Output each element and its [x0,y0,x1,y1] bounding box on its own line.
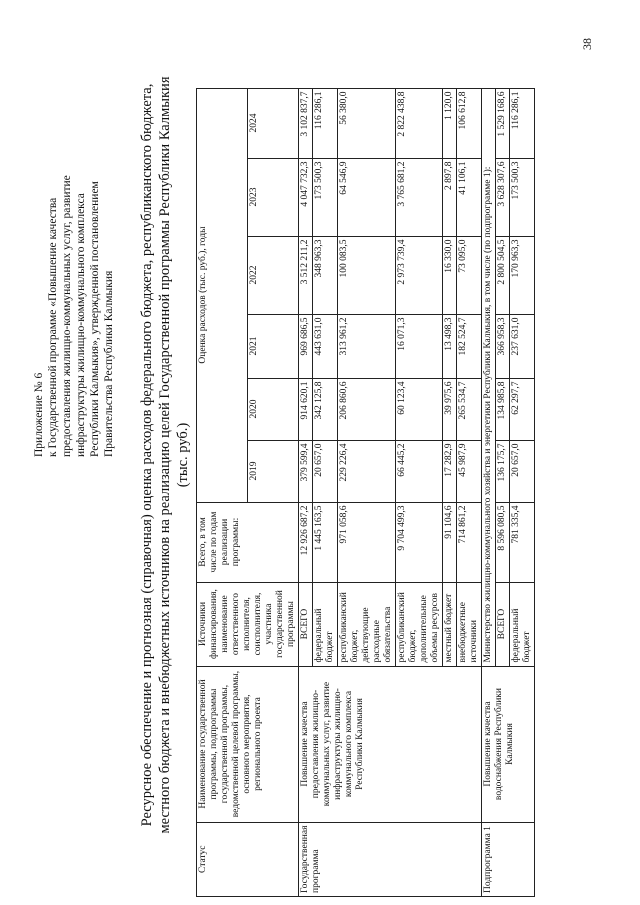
value-cell: 20 657,0 [510,440,535,502]
header-row [197,88,248,896]
value-cell: 16 330,0 [443,236,457,314]
value-cell: 3 512 211,2 [299,236,313,314]
value-cell: 116 286,1 [510,88,535,158]
value-cell: 182 524,7 [457,314,482,378]
value-cell: 60 123,4 [396,378,443,440]
appendix-line: предоставления жилищно-коммунальных услуг, развитие [61,175,73,457]
value-cell: 170 963,3 [510,236,535,314]
value-cell: 173 500,3 [313,158,338,236]
value-cell: 229 226,4 [338,440,396,502]
value-cell: 265 534,7 [457,378,482,440]
value-cell: 66 445,2 [396,440,443,502]
value-cell: 64 546,9 [338,158,396,236]
page-number: 38 [580,38,594,50]
source-cell: республиканский бюджет, дополнительные объемы ресурсов [396,582,443,666]
header-year: 2024 [248,88,299,158]
header-year: 2019 [248,440,299,502]
value-cell: 13 498,3 [443,314,457,378]
total-cell: 971 058,6 [338,502,396,582]
program-status: Государственная программа [299,822,482,896]
value-cell: 443 631,0 [313,314,338,378]
value-cell: 45 987,9 [457,440,482,502]
value-cell: 366 958,3 [496,314,510,378]
value-cell: 2 973 739,4 [396,236,443,314]
source-cell: республиканский бюджет, действующие расходные обязательства [338,582,396,666]
value-cell: 100 083,5 [338,236,396,314]
value-cell: 313 961,2 [338,314,396,378]
header-estimate: Оценка расходов (тыс. руб.), годы [197,88,248,502]
value-cell: 106 612,8 [457,88,482,158]
value-cell: 3 765 681,2 [396,158,443,236]
value-cell: 62 297,7 [510,378,535,440]
appendix-block [32,17,116,457]
header-total: Всего, в том числе по годам реализации программы: [197,502,299,582]
value-cell: 17 282,9 [443,440,457,502]
value-cell: 379 599,4 [299,440,313,502]
total-cell: 8 596 080,5 [496,502,510,582]
appendix-line: Республики Калмыкия», утвержденной постановлением [89,181,101,457]
value-cell: 2 822 438,8 [396,88,443,158]
table-row [482,88,496,896]
header-year: 2021 [248,314,299,378]
appendix-line: к Государственной программе «Повышение качества [47,197,59,457]
header-sources: Источники финансирования, наименование ответственного исполнителя, соисполнителя, участника государственной программы [197,582,299,666]
total-cell: 91 104,6 [443,502,457,582]
total-cell: 781 335,4 [510,502,535,582]
value-cell: 73 095,0 [457,236,482,314]
appendix-line: Приложение № 6 [33,372,45,457]
total-cell: 714 861,2 [457,502,482,582]
subprogram-name: Повышение качества водоснабжения Республики Калмыкия [482,666,535,822]
table-row [299,88,313,896]
value-cell: 206 860,6 [338,378,396,440]
value-cell: 3 628 307,6 [496,158,510,236]
total-cell: 1 445 163,5 [313,502,338,582]
program-name: Повышение качества предоставления жилищно-коммунальных услуг, развитие инфраструктуры жилищно-коммунального комплекса Республики Калмыкия [299,666,482,822]
total-cell: 12 926 687,2 [299,502,313,582]
value-cell: 20 657,0 [313,440,338,502]
value-cell: 348 963,3 [313,236,338,314]
ministry-cell: Министерство жилищно-коммунального хозяйства и энергетики Республики Калмыкия, в том числе (по подпрограмме 1): [482,88,496,666]
value-cell: 4 047 732,3 [299,158,313,236]
title-line: местного бюджета и внебюджетных источников на реализацию целей Государственной программы Республики Калмыкия [157,76,173,834]
value-cell: 969 686,5 [299,314,313,378]
source-cell: федеральный бюджет [313,582,338,666]
value-cell: 3 102 837,7 [299,88,313,158]
value-cell: 41 106,1 [457,158,482,236]
header-year: 2022 [248,236,299,314]
value-cell: 1 120,0 [443,88,457,158]
header-year: 2020 [248,378,299,440]
value-cell: 134 985,8 [496,378,510,440]
source-cell: федеральный бюджет [510,582,535,666]
header-status: Статус [197,822,299,896]
resource-table [196,88,535,897]
source-cell: местный бюджет [443,582,457,666]
title-line: (тыс. руб.) [175,422,191,488]
value-cell: 1 529 168,6 [496,88,510,158]
value-cell: 2 800 504,5 [496,236,510,314]
header-year: 2023 [248,158,299,236]
document-title [138,45,192,865]
value-cell: 2 897,8 [443,158,457,236]
value-cell: 237 631,0 [510,314,535,378]
total-cell: 9 704 499,3 [396,502,443,582]
value-cell: 116 286,1 [313,88,338,158]
value-cell: 16 071,3 [396,314,443,378]
source-cell: ВСЕГО [496,582,510,666]
source-cell: ВСЕГО [299,582,313,666]
value-cell: 136 175,7 [496,440,510,502]
appendix-line: инфраструктуры жилищно-коммунального комплекса [75,193,87,457]
value-cell: 342 125,8 [313,378,338,440]
value-cell: 914 620,1 [299,378,313,440]
title-line: Ресурсное обеспечение и прогнозная (справочная) оценка расходов федерального бюджета, республиканского бюджета, [139,83,155,827]
value-cell: 173 500,3 [510,158,535,236]
source-cell: внебюджетные источники [457,582,482,666]
value-cell: 39 975,6 [443,378,457,440]
subprogram-status: Подпрограмма 1 [482,822,535,896]
appendix-line: Правительства Республики Калмыкия [103,270,115,457]
value-cell: 56 380,0 [338,88,396,158]
header-name: Наименование государственной программы, подпрограммы государственной программы, ведомственной целевой программы, основного мероприятия, регионального проекта [197,666,299,822]
